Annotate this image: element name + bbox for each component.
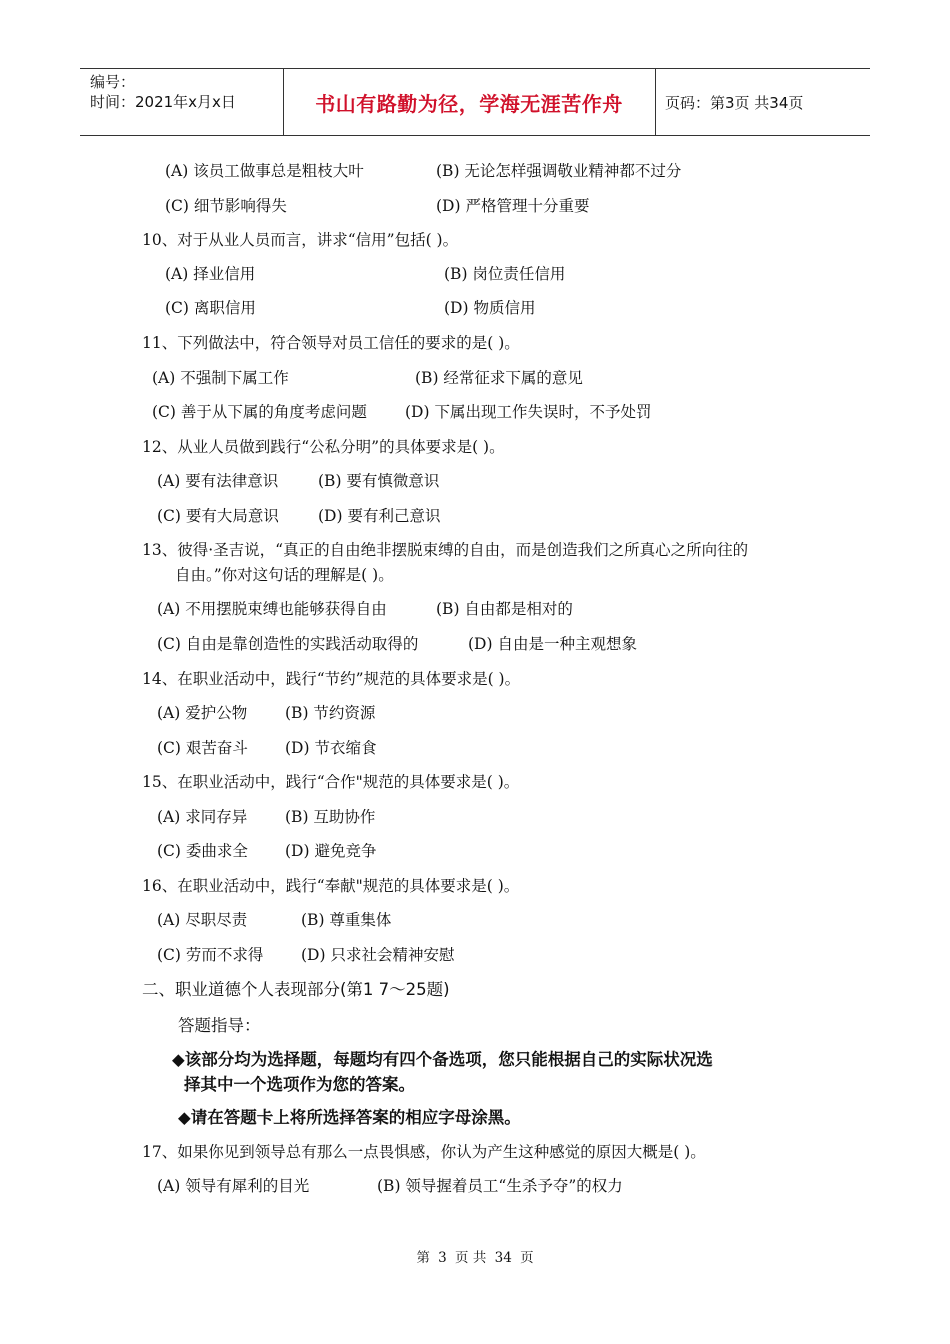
header-date-label: 时间：2021年x月x日 [90,93,236,111]
option-15c: (C) 委曲求全 [157,842,248,860]
option-9b: (B) 无论怎样强调敬业精神都不过分 [436,162,682,180]
question-12: 12、从业人员做到践行“公私分明”的具体要求是( )。 [142,438,505,456]
page-header [80,68,870,136]
option-13d: (D) 自由是一种主观想象 [468,635,637,653]
option-11d: (D) 下属出现工作失误时，不予处罚 [405,403,652,421]
option-9d: (D) 严格管理十分重要 [436,197,590,215]
question-10: 10、对于从业人员而言，讲求“信用”包括( )。 [142,231,459,249]
option-12d: (D) 要有利己意识 [318,507,441,525]
option-11b: (B) 经常征求下属的意见 [415,369,583,387]
header-divider-right [655,68,656,136]
option-10d: (D) 物质信用 [444,299,536,317]
option-9c: (C) 细节影响得失 [165,197,287,215]
header-page-label: 页码：第3页 共34页 [665,93,804,112]
option-14d: (D) 节衣缩食 [285,739,377,757]
question-13-line2: 自由。”你对这句话的理解是( )。 [175,566,394,584]
page-footer [0,1246,950,1266]
option-12b: (B) 要有慎微意识 [318,472,440,490]
footer-mid: 页 共 [455,1250,487,1266]
header-meta [90,72,236,112]
answer-guide-label: 答题指导： [178,1016,261,1035]
option-13c: (C) 自由是靠创造性的实践活动取得的 [157,635,419,653]
footer-page-number: 3 [438,1250,447,1266]
option-12a: (A) 要有法律意识 [157,472,279,490]
option-16b: (B) 尊重集体 [301,911,392,929]
question-15: 15、在职业活动中，践行“合作"规范的具体要求是( )。 [142,773,520,791]
option-16d: (D) 只求社会精神安慰 [301,946,455,964]
question-17: 17、如果你见到领导总有那么一点畏惧感，你认为产生这种感觉的原因大概是( )。 [142,1143,706,1161]
option-11a: (A) 不强制下属工作 [152,369,289,387]
option-14b: (B) 节约资源 [285,704,376,722]
section-2-heading: 二、职业道德个人表现部分(第1 7～25题) [142,980,450,999]
option-17b: (B) 领导握着员工“生杀予夺”的权力 [377,1177,623,1195]
option-16a: (A) 尽职尽责 [157,911,248,929]
header-motto: 书山有路勤为径，学海无涯苦作舟 [315,91,623,116]
header-number-label: 编号： [90,73,136,91]
footer-post: 页 [520,1250,534,1266]
option-16c: (C) 劳而不求得 [157,946,264,964]
question-16: 16、在职业活动中，践行“奉献"规范的具体要求是( )。 [142,877,520,895]
guide-bullet-1-line1: ◆该部分均为选择题，每题均有四个备选项，您只能根据自己的实际状况选 [172,1050,713,1069]
option-10a: (A) 择业信用 [165,265,256,283]
option-11c: (C) 善于从下属的角度考虑问题 [152,403,367,421]
question-14: 14、在职业活动中，践行“节约”规范的具体要求是( )。 [142,670,521,688]
option-12c: (C) 要有大局意识 [157,507,279,525]
guide-bullet-1-line2: 择其中一个选项作为您的答案。 [184,1075,415,1094]
question-13-line1: 13、彼得·圣吉说，“真正的自由绝非摆脱束缚的自由，而是创造我们之所真心之所向往的 [142,541,749,559]
option-10b: (B) 岗位责任信用 [444,265,566,283]
option-15d: (D) 避免竞争 [285,842,377,860]
option-13b: (B) 自由都是相对的 [436,600,573,618]
option-14a: (A) 爱护公物 [157,704,248,722]
option-17a: (A) 领导有犀利的目光 [157,1177,310,1195]
option-15b: (B) 互助协作 [285,808,376,826]
footer-total-pages: 34 [494,1250,512,1266]
option-13a: (A) 不用摆脱束缚也能够获得自由 [157,600,387,618]
option-9a: (A) 该员工做事总是粗枝大叶 [165,162,364,180]
question-11: 11、下列做法中，符合领导对员工信任的要求的是( )。 [142,334,520,352]
option-15a: (A) 求同存异 [157,808,248,826]
option-10c: (C) 离职信用 [165,299,256,317]
footer-pre: 第 [416,1250,430,1266]
guide-bullet-2: ◆请在答题卡上将所选择答案的相应字母涂黑。 [178,1108,521,1127]
option-14c: (C) 艰苦奋斗 [157,739,248,757]
